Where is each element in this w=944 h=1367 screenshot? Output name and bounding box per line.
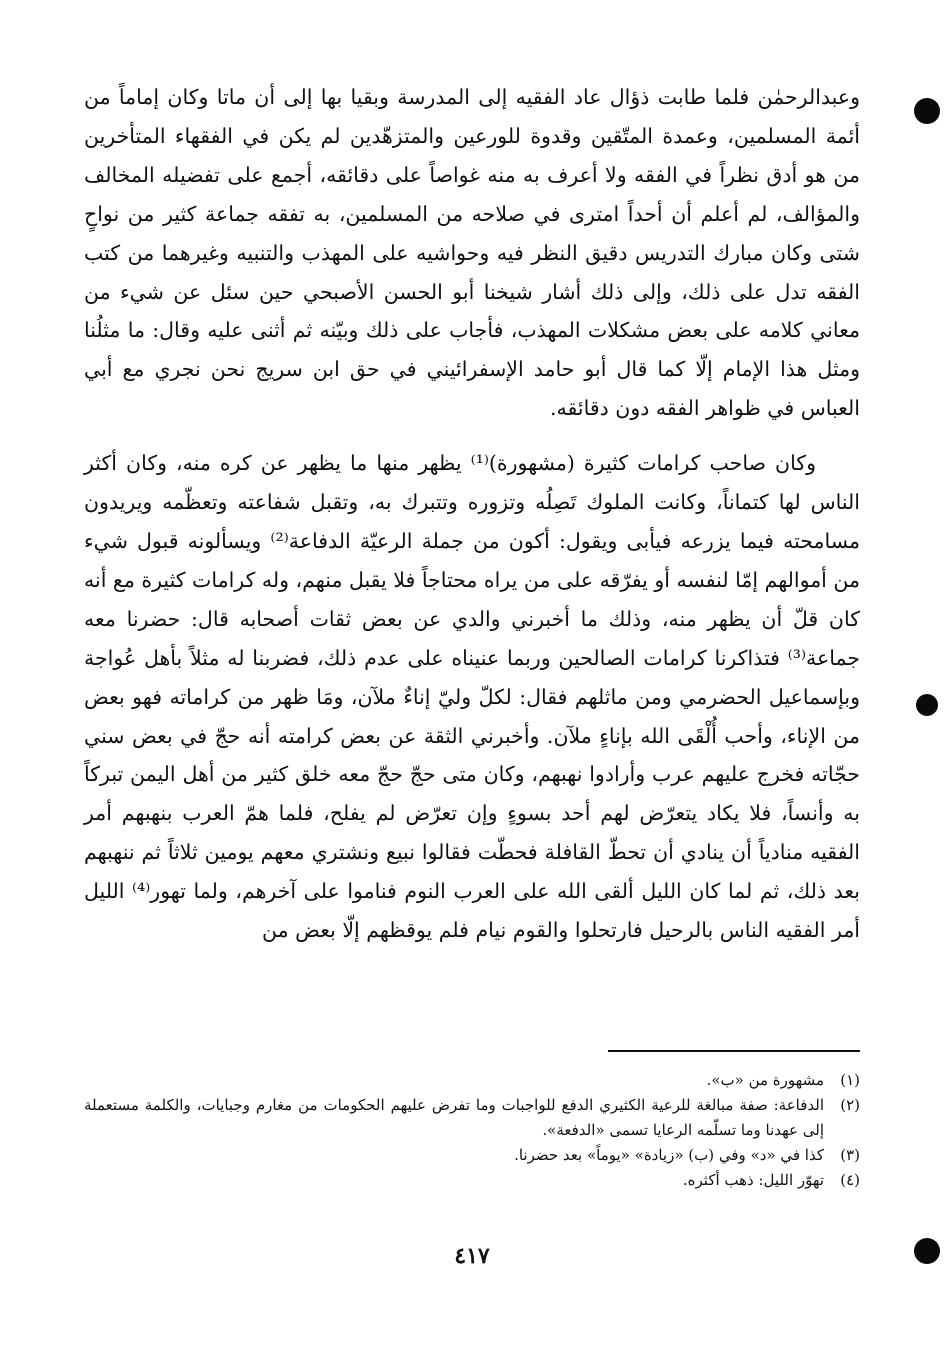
footnote	[84, 1093, 860, 1143]
footnote-number: (٢)	[840, 1096, 860, 1114]
punch-hole-mark	[914, 98, 940, 124]
main-text	[84, 78, 860, 950]
footnote-number: (٤)	[840, 1171, 860, 1189]
footnote-text: مشهورة من «ب».	[706, 1071, 824, 1089]
footnote	[84, 1143, 860, 1168]
footnote-text: كذا في «د» وفي (ب) «زيادة» «يوماً» بعد حضرنا.	[514, 1146, 824, 1164]
footnotes	[84, 1068, 860, 1193]
paragraph: وعبدالرحمٰن فلما طابت ذؤال عاد الفقيه إلى المدرسة وبقيا بها إلى أن ماتا وكان إماماً من أئمة المسلمين، وعمدة المتّقين وقدوة للورعين والمتزهّدين لم يكن في الفقهاء المتأخرين من هو أدق نظراً في الفقه ولا أعرف به منه غواصاً على دقائقه، أجمع على تفضيله المخالف والمؤالف، لم أعلم أن أحداً امترى في صلاحه من المسلمين، به تفقه جماعة كثير من نواحٍ شتى وكان مبارك التدريس دقيق النظر فيه وحواشيه على المهذب والتنبيه وغيرهما من كتب الفقه تدل على ذلك، وإلى ذلك أشار شيخنا أبو الحسن الأصبحي حين سئل عن شيء من معاني كلامه على بعض مشكلات المهذب، فأجاب على ذلك وبيّنه ثم أثنى عليه وقال: ما مثلُنا ومثل هذا الإمام إلّا كما قال أبو حامد الإسفرائيني في حق ابن سريج نحن نجري مع أبي العباس في ظواهر الفقه دون دقائقه.	[84, 85, 860, 421]
footnote-text: الدفاعة: صفة مبالغة للرعية الكثيري الدفع للواجبات وما تفرض عليهم الحكومات من مغارم وجبايات، والكلمة مستعملة إلى عهدنا وما تسلّمه الرعايا تسمى «الدفعة».	[84, 1096, 824, 1139]
paragraph: وكان صاحب كرامات كثيرة (مشهورة)⁽¹⁾ يظهر منها ما يظهر عن كره منه، وكان أكثر الناس لها كتماناً، وكانت الملوك تَصِلُه وتزوره وتتبرك به، وتقبل شفاعته وتعظّمه ويريدون مسامحته فيما يزرعه فيأبى ويقول: أكون من جملة الرعيّة الدفاعة⁽²⁾ ويسألونه قبول شيء من أموالهم إمّا لنفسه أو يفرّقه على من يراه محتاجاً فلا يقبل منهم، وله كرامات كثيرة مع أنه كان قلّ أن يظهر منه، وذلك ما أخبرني والدي عن بعض ثقات أصحابه قال: حضرنا معه جماعة⁽³⁾ فتذاكرنا كرامات الصالحين وربما عنيناه على عدم ذلك، فضربنا له مثلاً بأهل عُواجة وبإسماعيل الحضرمي ومن ماثلهم فقال: لكلّ وليّ إناءٌ ملآن، ومَا ظهر من كراماته فهو بعض من الإناء، وأحب أُلْقَى الله بإناءٍ ملآن. وأخبرني الثقة عن بعض كرامته أنه حجّ في بعض سني حجّاته فخرج عليهم عرب وأرادوا نهبهم، وكان متى حجّ حجّ معه خلق كثير من أهل اليمن تبركاً به وأنساً، فلا يكاد يتعرّض لهم أحد بسوءٍ وإن تعرّض لم يفلح، فلما همّ العرب بنهبهم أمر الفقيه منادياً أن ينادي أن تحطّ القافلة فحطّت فقالوا نبيع ونشتري معهم يومين ثلاثاً ثم ننهبهم بعد ذلك، ثم لما كان الليل ألقى الله على العرب النوم فناموا على آخرهم، ولما تهور⁽⁴⁾ الليل أمر الفقيه الناس بالرحيل فارتحلوا والقوم نيام فلم يوقظهم إلّا بعض من	[84, 451, 860, 943]
punch-hole-mark	[916, 694, 938, 716]
footnote-number: (١)	[840, 1071, 860, 1089]
footnote-number: (٣)	[840, 1146, 860, 1164]
footnote-separator	[608, 1050, 860, 1052]
footnote-text: تهوّر الليل: ذهب أكثره.	[682, 1171, 824, 1189]
footnote	[84, 1068, 860, 1093]
footnote	[84, 1168, 860, 1193]
page-number: ٤١٧	[454, 1243, 490, 1269]
